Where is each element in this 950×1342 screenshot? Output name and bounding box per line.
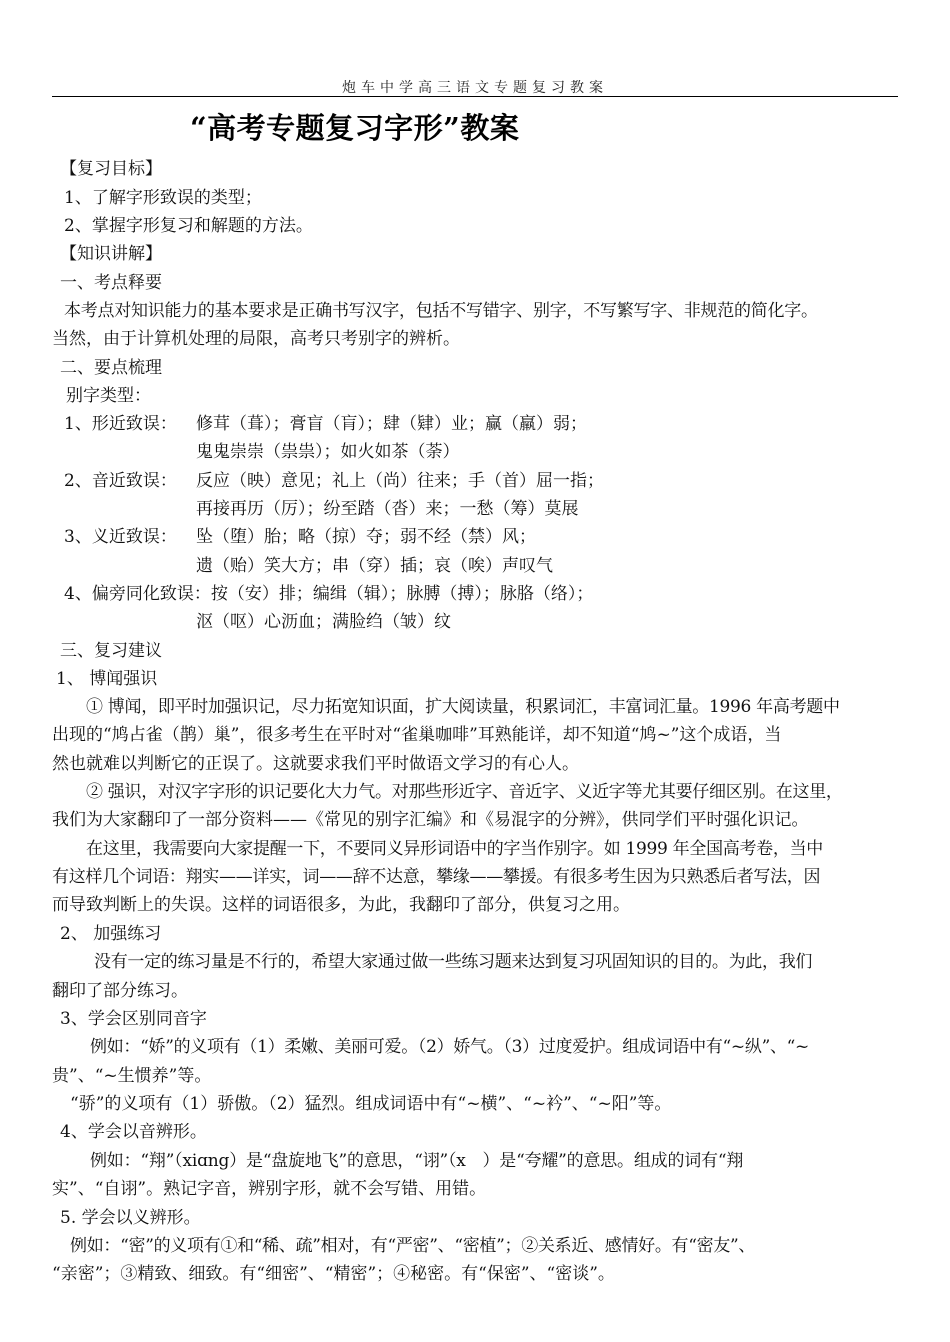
- example-line: 再接再历（厉）；纷至踏（沓）来；一愁（筹）莫展: [196, 499, 579, 519]
- error-type-label: 3、义近致误：: [64, 527, 177, 547]
- error-type-label: 1、形近致误：: [64, 414, 177, 434]
- list-label: 别字类型：: [66, 386, 151, 406]
- paragraph-line: 本考点对知识能力的基本要求是正确书写汉字，包括不写错字、别字，不写繁写字、非规范的简化字。: [64, 301, 818, 321]
- subheading: 2、 加强练习: [60, 924, 162, 944]
- example-line: 鬼鬼崇崇（祟祟）；如火如茶（荼）: [196, 442, 460, 462]
- paragraph-line: ② 强识，对汉字字形的识记要化大力气。对那些形近字、音近字、义近字等尤其要仔细区别。在这里，: [86, 782, 843, 802]
- header-rule: [52, 96, 898, 97]
- example-line: 4、偏旁同化致误：按（安）排；编缉（辑）；脉膊（搏）；脉胳（络）；: [64, 584, 594, 604]
- goal-item: 2、掌握字形复习和解题的方法。: [64, 216, 313, 236]
- section-heading-knowledge: 【知识讲解】: [60, 244, 162, 264]
- paragraph-line: 然也就难以判断它的正误了。这就要求我们平时做语文学习的有心人。: [52, 754, 579, 774]
- subheading: 3、学会区别同音字: [60, 1009, 207, 1029]
- paragraph-line: 出现的“鸠占雀（鹊）巢”，很多考生在平时对“雀巢咖啡”耳熟能详，却不知道“鸠~”这个成语，当: [52, 725, 782, 745]
- subheading: 三、复习建议: [60, 641, 162, 661]
- running-header: 炮车中学高三语文专题复习教案: [342, 80, 608, 96]
- paragraph-line: “亲密”；③精致、细致。有“细密”、“精密”；④秘密。有“保密”、“密谈”。: [52, 1264, 615, 1284]
- paragraph-line: 例如：“密”的义项有①和“稀、疏”相对，有“严密”、“密植”；②关系近、感情好。有“密友”、: [70, 1236, 756, 1256]
- example-line: 反应（映）意见；礼上（尚）往来；手（首）屈一指；: [196, 471, 604, 491]
- paragraph-line: 例如：“娇”的义项有（1）柔嫩、美丽可爱。（2）娇气。（3）过度爱护。组成词语中有“~纵”、“~: [90, 1037, 809, 1057]
- subheading: 1、 博闻强识: [56, 669, 158, 689]
- paragraph-line: 翻印了部分练习。: [52, 981, 188, 1001]
- example-line: 修茸（葺）；膏盲（肓）；肆（肄）业；赢（羸）弱；: [196, 414, 587, 434]
- subheading: 一、考点释要: [60, 273, 162, 293]
- paragraph-line: 贵”、“~生惯养”等。: [52, 1066, 212, 1086]
- paragraph-line: 而导致判断上的失误。这样的词语很多，为此，我翻印了部分，供复习之用。: [52, 895, 630, 915]
- paragraph-line: 在这里，我需要向大家提醒一下，不要同义异形词语中的字当作别字。如 1999 年全国高考卷，当中: [86, 839, 823, 859]
- paragraph-line: “骄”的义项有（1）骄傲。（2）猛烈。组成词语中有“~横”、“~衿”、“~阳”等。: [70, 1094, 672, 1114]
- error-type-label: 2、音近致误：: [64, 471, 177, 491]
- example-line: 沤（呕）心沥血；满脸绉（皱）纹: [196, 612, 451, 632]
- paragraph-line: 实”、“自诩”。熟记字音，辨别字形，就不会写错、用错。: [52, 1179, 487, 1199]
- subheading: 4、学会以音辨形。: [60, 1122, 207, 1142]
- paragraph-line: ① 博闻，即平时加强识记，尽力拓宽知识面，扩大阅读量，积累词汇，丰富词汇量。1996 年高考题中: [86, 697, 840, 717]
- subheading: 5. 学会以义辨形。: [60, 1208, 201, 1228]
- paragraph-line: 我们为大家翻印了一部分资料——《常见的别字汇编》和《易混字的分辨》，供同学们平时强化识记。: [52, 810, 809, 830]
- subheading: 二、要点梳理: [60, 358, 162, 378]
- example-line: 遗（贻）笑大方；串（穿）插；哀（唉）声叹气: [196, 556, 553, 576]
- paragraph-line: 当然，由于计算机处理的局限，高考只考别字的辨析。: [52, 329, 460, 349]
- goal-item: 1、了解字形致误的类型；: [64, 188, 262, 208]
- document-title: “高考专题复习字形”教案: [190, 111, 520, 145]
- section-heading-goals: 【复习目标】: [60, 159, 162, 179]
- paragraph-line: 没有一定的练习量是不行的，希望大家通过做一些练习题来达到复习巩固知识的目的。为此，我们: [94, 952, 813, 972]
- paragraph-line: 例如：“翔”（xiɑng）是“盘旋地飞”的意思，“诩”（x ）是“夸耀”的意思。组成的词有“翔: [90, 1151, 744, 1171]
- example-line: 坠（堕）胎；略（掠）夺；弱不经（禁）风；: [196, 527, 536, 547]
- paragraph-line: 有这样几个词语：翔实——详实，词——辞不达意，攀缘——攀援。有很多考生因为只熟悉后者写法，因: [52, 867, 821, 887]
